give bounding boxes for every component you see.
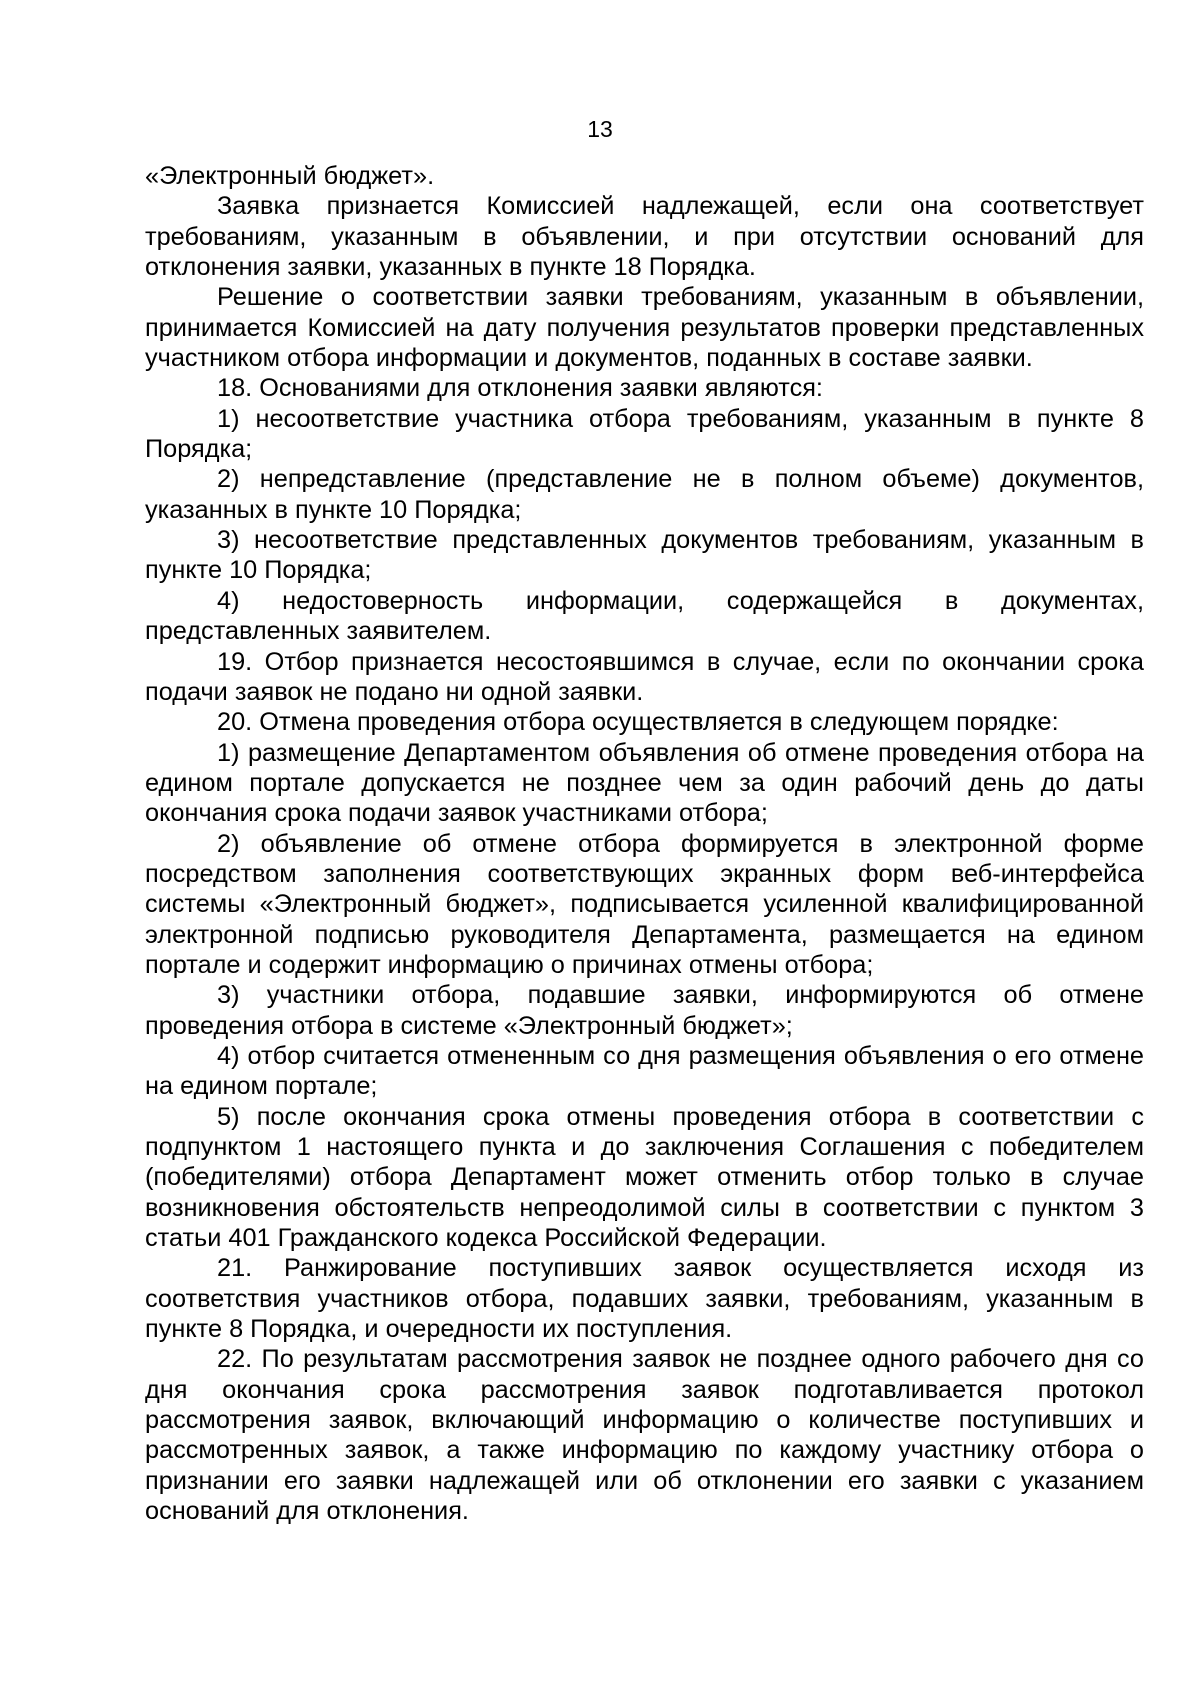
- page-number: 13: [587, 116, 613, 142]
- section-paragraph-19: 19. Отбор признается несостоявшимся в случае, если по окончании срока подачи заявок не подано ни одной заявки.: [145, 647, 1144, 706]
- list-item: 4) недостоверность информации, содержащейся в документах, представленных заявителем.: [145, 586, 1144, 646]
- paragraph: Решение о соответствии заявки требованиям, указанным в объявлении, принимается Комиссией на дату получения результатов проверки представленных участником отбора информации и документов, поданных в составе заявки.: [145, 283, 1144, 373]
- section-heading-18: 18. Основаниями для отклонения заявки являются:: [217, 374, 823, 403]
- list-item: 5) после окончания срока отмены проведения отбора в соответствии с подпунктом 1 настоящего пункта и до заключения Соглашения с победителем (победителями) отбора Департамент может отменить отбор только в случае возникновения обстоятельств непреодолимой силы в соответствии с пунктом 3 статьи 401 Гражданского кодекса Российской Федерации.: [145, 1102, 1144, 1253]
- paragraph: Заявка признается Комиссией надлежащей, если она соответствует требованиям, указанным в объявлении, и при отсутствии оснований для отклонения заявки, указанных в пункте 18 Порядка.: [145, 192, 1144, 282]
- list-item: 2) непредставление (представление не в полном объеме) документов, указанных в пункте 10 Порядка;: [145, 465, 1144, 524]
- section-paragraph-21: 21. Ранжирование поступивших заявок осуществляется исходя из соответствия участников отбора, подавших заявки, требованиям, указанным в пункте 8 Порядка, и очередности их поступления.: [145, 1254, 1144, 1344]
- document-body: [145, 161, 1144, 1526]
- section-heading-20: 20. Отмена проведения отбора осуществляется в следующем порядке:: [217, 708, 1059, 737]
- list-item: 4) отбор считается отмененным со дня размещения объявления о его отмене на едином портале;: [145, 1041, 1144, 1101]
- section-paragraph-22: 22. По результатам рассмотрения заявок не позднее одного рабочего дня со дня окончания срока рассмотрения заявок подготавливается протокол рассмотрения заявок, включающий информацию о количестве поступивших и рассмотренных заявок, а также информацию по каждому участнику отбора о признании его заявки надлежащей или об отклонении его заявки с указанием оснований для отклонения.: [145, 1345, 1144, 1526]
- paragraph: «Электронный бюджет».: [145, 162, 435, 190]
- list-item: 1) размещение Департаментом объявления об отмене проведения отбора на едином портале допускается не позднее чем за один рабочий день до даты окончания срока подачи заявок участниками отбора;: [145, 738, 1144, 828]
- list-item: 1) несоответствие участника отбора требованиям, указанным в пункте 8 Порядка;: [145, 404, 1144, 464]
- list-item: 3) участники отбора, подавшие заявки, информируются об отмене проведения отбора в системе «Электронный бюджет»;: [145, 981, 1144, 1040]
- list-item: 2) объявление об отмене отбора формируется в электронной форме посредством заполнения соответствующих экранных форм веб-интерфейса системы «Электронный бюджет», подписывается усиленной квалифицированной электронной подписью руководителя Департамента, размещается на едином портале и содержит информацию о причинах отмены отбора;: [145, 829, 1144, 979]
- list-item: 3) несоответствие представленных документов требованиям, указанным в пункте 10 Порядка;: [145, 526, 1144, 585]
